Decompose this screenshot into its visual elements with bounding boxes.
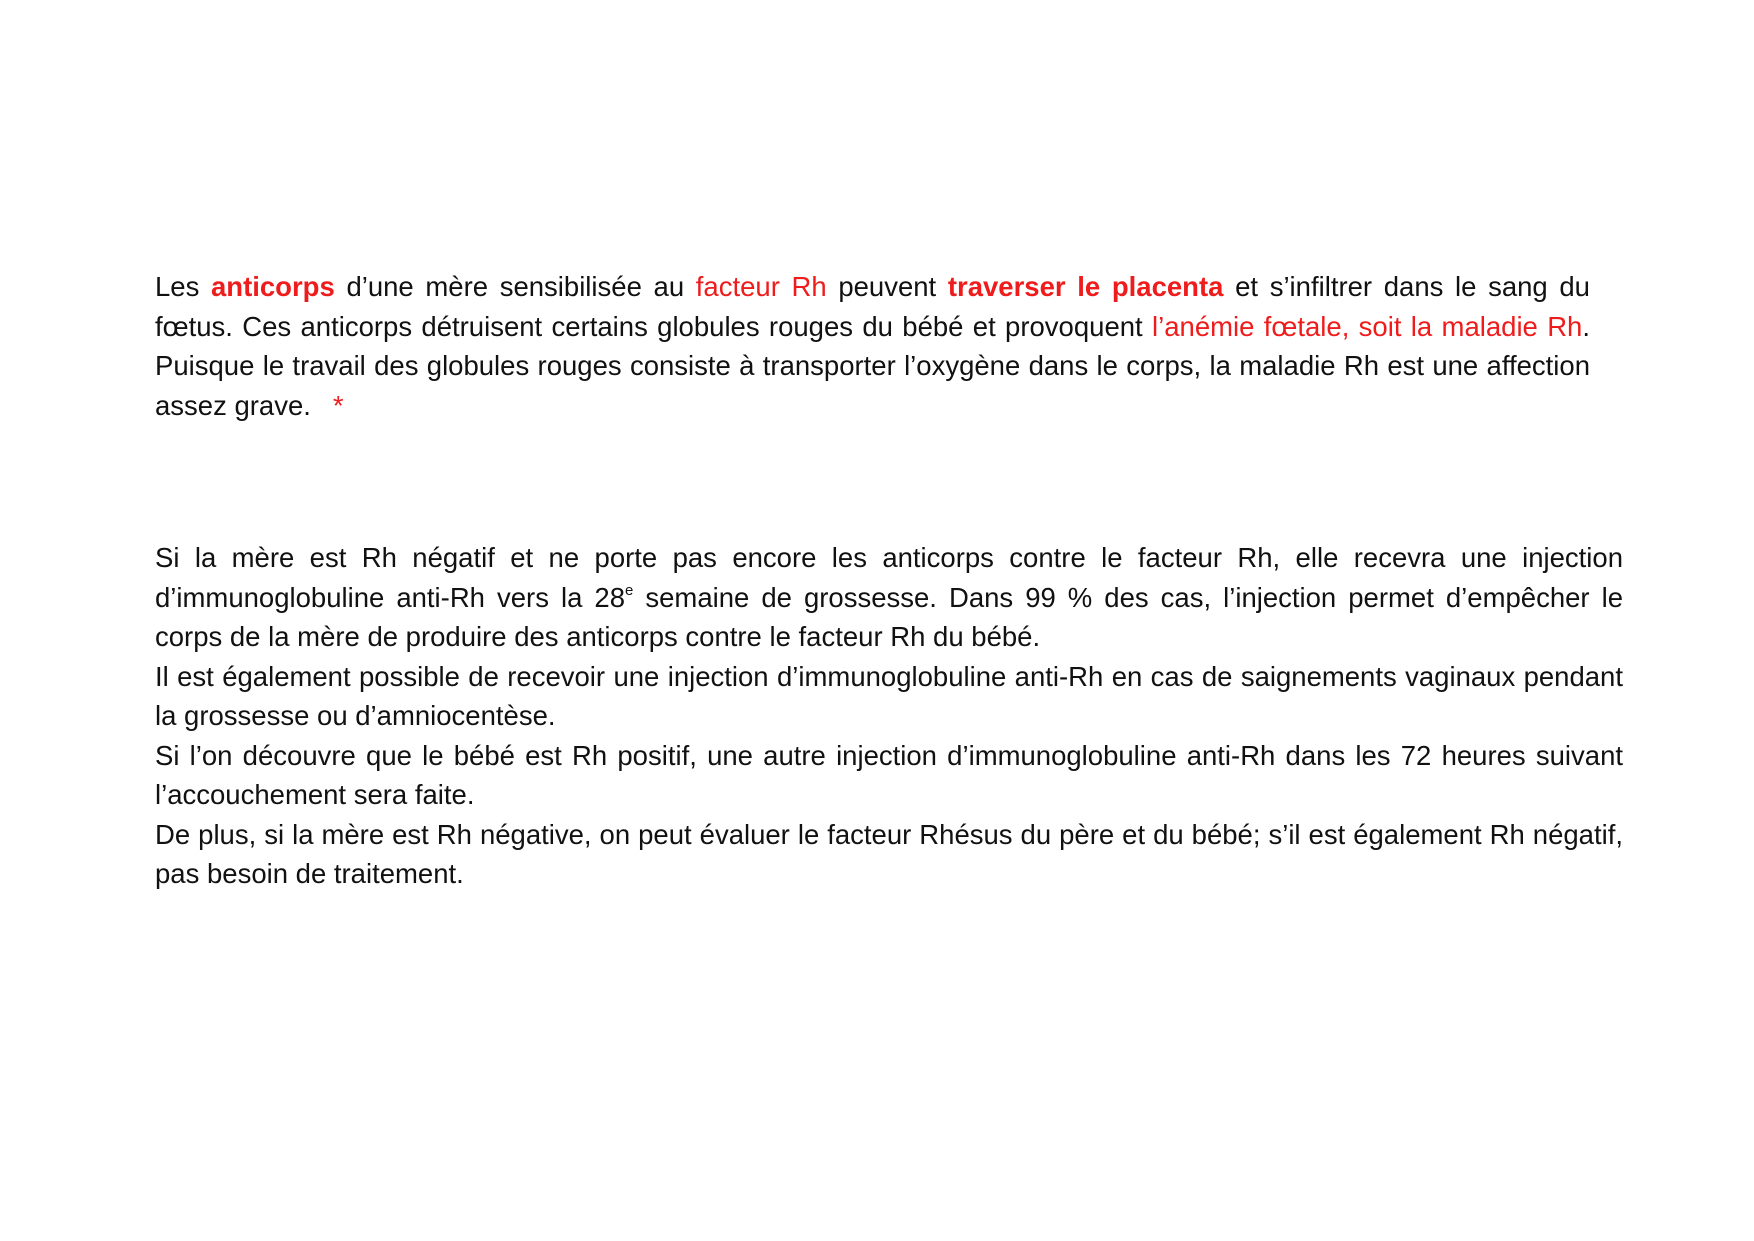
text: et s’infiltrer dans le sang du fœtus. Ces anticorps détruisent certains globules rouges du bébé et provoquent <box>155 271 1590 342</box>
highlight-anticorps: anticorps <box>211 271 335 302</box>
text: semaine de grossesse. Dans 99 % des cas, l’injection permet d’empêcher le corps de la mère de produire des anticorps contre le facteur Rh du bébé. <box>155 581 1623 652</box>
sentence-bleeding-injection: Il est également possible de recevoir une injection d’immunoglobuline anti-Rh en cas de saignements vaginaux pendant la grossesse ou d’amniocentèse. <box>155 660 1623 731</box>
text: Si la mère est Rh négatif et ne porte pas encore les anticorps contre le facteur Rh, elle recevra une injection d’immunoglobuline anti-Rh vers la 28 <box>155 542 1623 613</box>
highlight-facteur-rh: facteur Rh <box>695 271 827 302</box>
text: peuvent <box>826 271 948 302</box>
asterisk-marker: * <box>332 389 344 421</box>
text: d’une mère sensibilisée au <box>334 271 696 302</box>
text: . Puisque le travail des globules rouges consiste à transporter l’oxygène dans le corps, la maladie Rh est une affection assez grave. <box>155 310 1590 421</box>
sentence-injection-28-weeks <box>155 538 1623 657</box>
highlight-traverser-placenta: traverser le placenta <box>947 271 1224 302</box>
sentence-positive-baby: Si l’on découvre que le bébé est Rh positif, une autre injection d’immunoglobuline anti-Rh dans les 72 heures suivant l’accouchement sera faite. <box>155 739 1623 810</box>
sentence-father-test: De plus, si la mère est Rh négative, on peut évaluer le facteur Rhésus du père et du bébé; s’il est également Rh négatif, pas besoin de traitement. <box>155 818 1623 889</box>
paragraph-rh-treatment <box>155 538 1623 894</box>
superscript-e: e <box>625 581 634 599</box>
paragraph-rh-antibodies <box>155 267 1590 425</box>
text: Les <box>155 271 211 302</box>
highlight-anemie-foetale: l’anémie fœtale, soit la maladie Rh <box>1152 310 1583 342</box>
